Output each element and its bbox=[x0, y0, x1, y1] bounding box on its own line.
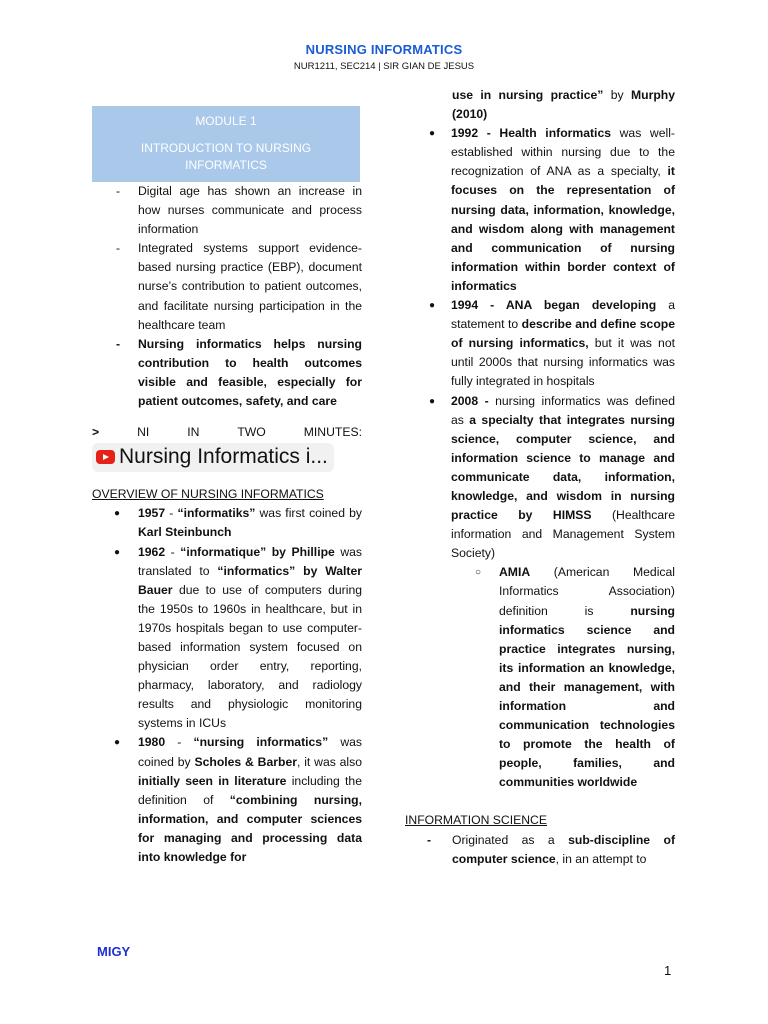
text-run: Karl Steinbunch bbox=[138, 525, 232, 540]
text-run: Integrated systems support evidence-based nursing practice (EBP), document nurse’s contribution to patient outcomes, and facilitate nursing participation in the healthcare team bbox=[138, 241, 362, 332]
overview-list bbox=[92, 504, 362, 867]
bullet-marker: ● bbox=[429, 128, 436, 140]
text-run: “informatique” by Phillipe bbox=[180, 544, 335, 559]
text-run: 1980 bbox=[138, 735, 166, 750]
text-run: 1994 - ANA began developing bbox=[451, 298, 657, 313]
text-run: AMIA bbox=[499, 565, 531, 580]
text-run: Originated as a bbox=[452, 832, 569, 847]
list-item bbox=[405, 392, 675, 564]
information-science-heading: INFORMATION SCIENCE bbox=[405, 813, 547, 828]
text-run: Digital age has shown an increase in how nurses communicate and process information bbox=[138, 184, 362, 237]
list-item-text bbox=[138, 543, 362, 734]
text-run: was first coined by bbox=[255, 506, 362, 521]
text-run: was well-established within nursing due to the recognization of ANA as a specialty, bbox=[451, 126, 675, 179]
ni-marker: > bbox=[92, 425, 100, 440]
text-run: - bbox=[165, 735, 194, 750]
list-item-text bbox=[451, 296, 675, 391]
text-run: - bbox=[165, 544, 181, 559]
list-item bbox=[92, 733, 362, 867]
text-run: was coined by bbox=[138, 735, 363, 769]
amia-sub-list bbox=[405, 563, 675, 792]
ni-word: NI bbox=[137, 425, 150, 440]
video-title: Nursing Informatics i... bbox=[119, 445, 328, 469]
text-run: 1962 bbox=[138, 544, 166, 559]
dash-marker: - bbox=[116, 241, 121, 256]
list-item bbox=[92, 504, 362, 542]
list-item bbox=[405, 124, 675, 296]
text-run: Scholes & Barber bbox=[194, 754, 297, 769]
list-item bbox=[405, 563, 675, 792]
intro-list bbox=[92, 182, 362, 411]
document-title: NURSING INFORMATICS bbox=[305, 42, 463, 57]
text-run: , in an attempt to bbox=[555, 851, 647, 866]
text-run: Nursing informatics helps nursing contribution to health outcomes visible and feasible, especially for patient outcomes, safety, and care bbox=[138, 336, 362, 409]
left-column bbox=[92, 106, 362, 867]
overview-heading: OVERVIEW OF NURSING INFORMATICS bbox=[92, 487, 324, 502]
text-run: initially seen in literature bbox=[138, 773, 287, 788]
text-run: “combining nursing, information, and computer sciences for managing and processing data into knowledge for bbox=[138, 792, 362, 864]
circle-marker: ○ bbox=[475, 567, 482, 579]
text-run: use in nursing practice” bbox=[452, 88, 604, 102]
list-item bbox=[405, 296, 675, 391]
text-run: sub-discipline of computer science bbox=[452, 832, 675, 866]
dash-marker: - bbox=[116, 184, 121, 198]
module-subtitle: INTRODUCTION TO NURSING INFORMATICS bbox=[140, 141, 312, 172]
text-run: Murphy (2010) bbox=[452, 88, 675, 122]
text-run: nursing informatics science and practice integrates nursing, its information an knowledge, and their management, with information and communication technologies to promote the health of people, families, and communities worldwide bbox=[499, 603, 675, 790]
information-science-list bbox=[405, 831, 675, 869]
page-number: 1 bbox=[664, 963, 672, 978]
ni-word: TWO bbox=[237, 425, 266, 440]
text-run: describe and define scope of nursing informatics, bbox=[451, 317, 675, 351]
list-item-text bbox=[451, 392, 675, 564]
bullet-marker: ● bbox=[114, 737, 121, 749]
dash-marker: - bbox=[116, 336, 121, 351]
list-item bbox=[92, 182, 362, 239]
text-run: due to use of computers during the 1950s to 1960s in healthcare, but in 1970s hospitals began to use computer-based information system focused on physician order entry, reporting, pharmacy, laboratory, and radiology results and physiologic monitoring systems in ICUs bbox=[138, 582, 362, 731]
ni-in-two-minutes-line bbox=[92, 423, 362, 442]
text-run: “informatiks” bbox=[177, 506, 256, 521]
text-run: 1992 - Health informatics bbox=[451, 126, 611, 141]
list-item-text bbox=[452, 831, 675, 869]
text-run: by bbox=[603, 88, 631, 102]
list-item-text bbox=[138, 733, 362, 867]
text-run: 1957 bbox=[138, 506, 166, 521]
list-item-text bbox=[451, 124, 675, 296]
text-run: nursing informatics was defined as bbox=[451, 393, 675, 427]
video-link-chip[interactable] bbox=[92, 443, 334, 472]
timeline-list bbox=[405, 124, 675, 563]
module-title: MODULE 1 bbox=[195, 114, 257, 128]
ni-word: IN bbox=[187, 425, 200, 440]
list-item-text bbox=[138, 182, 362, 239]
course-subtitle: NUR1211, SEC214 | SIR GIAN DE JESUS bbox=[293, 61, 475, 72]
text-run: was translated to bbox=[138, 544, 363, 578]
bullet-marker: ● bbox=[429, 300, 436, 312]
list-item bbox=[92, 543, 362, 734]
bullet-marker: ● bbox=[114, 546, 121, 558]
text-run: , it was also bbox=[296, 754, 363, 769]
list-item-text bbox=[138, 239, 362, 334]
text-run: it focuses on the representation of nursing data, information, knowledge, and wisdom along with management and communication of nursing information within border context of informatics bbox=[451, 164, 675, 293]
continued-paragraph bbox=[405, 86, 675, 124]
text-run: (Healthcare information and Management System Society) bbox=[451, 508, 675, 561]
footer-author: MIGY bbox=[97, 944, 131, 959]
youtube-play-icon bbox=[96, 450, 115, 464]
text-run: a specialty that integrates nursing science, computer science, and information science to manage and communicate data, information, knowledge, and wisdom in nursing practice by HIMSS bbox=[451, 412, 676, 523]
module-banner bbox=[92, 106, 360, 182]
text-run: including the definition of bbox=[138, 773, 362, 807]
right-column bbox=[405, 86, 675, 869]
text-run: “nursing informatics” bbox=[193, 735, 329, 750]
list-item-text bbox=[138, 335, 362, 411]
text-run: but it was not until 2000s that nursing informatics was fully integrated in hospitals bbox=[451, 336, 675, 389]
list-item bbox=[92, 239, 362, 334]
dash-marker: - bbox=[427, 832, 432, 847]
ni-word: MINUTES: bbox=[303, 425, 362, 440]
list-item-text bbox=[138, 504, 362, 542]
text-run: - bbox=[165, 506, 178, 521]
list-item bbox=[92, 335, 362, 411]
bullet-marker: ● bbox=[114, 508, 121, 520]
text-run: a statement to bbox=[451, 298, 675, 332]
bullet-marker: ● bbox=[429, 395, 436, 407]
text-run: 2008 - bbox=[451, 393, 489, 408]
text-run: “informatics” by Walter Bauer bbox=[138, 563, 362, 597]
list-item-text bbox=[499, 563, 675, 792]
list-item bbox=[405, 831, 675, 869]
text-run: (American Medical Informatics Association) definition is bbox=[499, 565, 675, 618]
